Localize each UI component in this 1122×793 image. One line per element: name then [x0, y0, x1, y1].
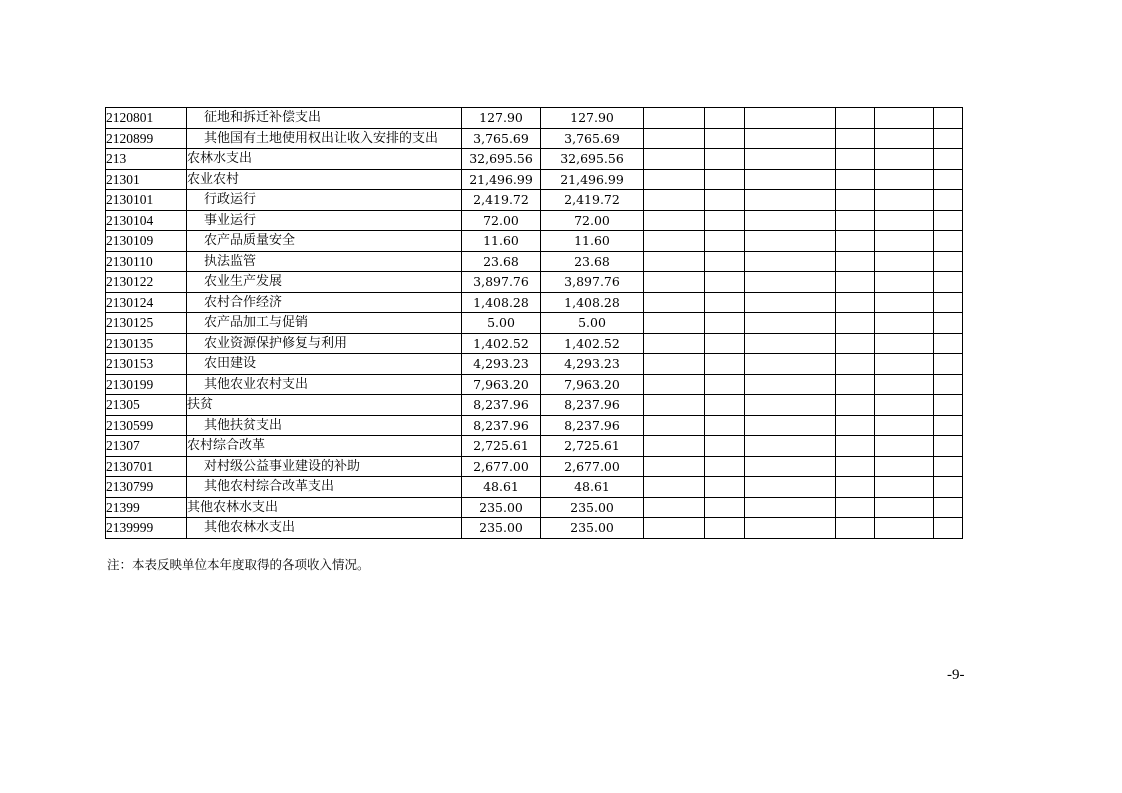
- total-amount-cell: 235.00: [462, 497, 541, 518]
- table-row: [106, 518, 963, 539]
- account-name-cell: 其他国有土地使用权出让收入安排的支出: [187, 128, 462, 149]
- empty-cell: [705, 149, 745, 170]
- total-amount-cell: 48.61: [462, 477, 541, 498]
- account-name-cell: 其他农业农村支出: [187, 374, 462, 395]
- account-name-cell: 农林水支出: [187, 149, 462, 170]
- empty-cell: [875, 518, 934, 539]
- empty-cell: [705, 313, 745, 334]
- empty-cell: [934, 395, 963, 416]
- account-name-cell: 对村级公益事业建设的补助: [187, 456, 462, 477]
- empty-cell: [875, 477, 934, 498]
- empty-cell: [836, 108, 875, 129]
- empty-cell: [705, 272, 745, 293]
- fiscal-amount-cell: 7,963.20: [541, 374, 644, 395]
- empty-cell: [644, 456, 705, 477]
- empty-cell: [934, 374, 963, 395]
- empty-cell: [644, 415, 705, 436]
- account-name-cell: 其他农林水支出: [187, 497, 462, 518]
- account-name-cell: 农业农村: [187, 169, 462, 190]
- empty-cell: [644, 292, 705, 313]
- empty-cell: [934, 292, 963, 313]
- account-name-cell: 农村综合改革: [187, 436, 462, 457]
- empty-cell: [745, 169, 836, 190]
- empty-cell: [836, 354, 875, 375]
- fiscal-amount-cell: 23.68: [541, 251, 644, 272]
- table-row: [106, 251, 963, 272]
- table-row: [106, 128, 963, 149]
- account-name-cell: 农产品加工与促销: [187, 313, 462, 334]
- table-row: [106, 210, 963, 231]
- account-code-cell: 2130599: [106, 415, 187, 436]
- empty-cell: [705, 251, 745, 272]
- account-code-cell: 2130109: [106, 231, 187, 252]
- empty-cell: [644, 518, 705, 539]
- empty-cell: [745, 210, 836, 231]
- table-row: [106, 292, 963, 313]
- account-code-cell: 2130110: [106, 251, 187, 272]
- empty-cell: [705, 333, 745, 354]
- empty-cell: [745, 231, 836, 252]
- empty-cell: [745, 149, 836, 170]
- empty-cell: [745, 251, 836, 272]
- empty-cell: [836, 313, 875, 334]
- fiscal-amount-cell: 235.00: [541, 518, 644, 539]
- total-amount-cell: 32,695.56: [462, 149, 541, 170]
- empty-cell: [745, 128, 836, 149]
- empty-cell: [644, 354, 705, 375]
- account-code-cell: 2139999: [106, 518, 187, 539]
- empty-cell: [705, 415, 745, 436]
- empty-cell: [836, 415, 875, 436]
- fiscal-amount-cell: 2,725.61: [541, 436, 644, 457]
- account-name-cell: 事业运行: [187, 210, 462, 231]
- account-name-cell: 其他农村综合改革支出: [187, 477, 462, 498]
- account-name-cell: 农村合作经济: [187, 292, 462, 313]
- empty-cell: [745, 518, 836, 539]
- empty-cell: [836, 190, 875, 211]
- total-amount-cell: 2,725.61: [462, 436, 541, 457]
- empty-cell: [745, 415, 836, 436]
- empty-cell: [644, 436, 705, 457]
- fiscal-amount-cell: 72.00: [541, 210, 644, 231]
- table-row: [106, 395, 963, 416]
- empty-cell: [875, 374, 934, 395]
- total-amount-cell: 3,897.76: [462, 272, 541, 293]
- empty-cell: [705, 374, 745, 395]
- empty-cell: [836, 292, 875, 313]
- account-code-cell: 2130135: [106, 333, 187, 354]
- total-amount-cell: 11.60: [462, 231, 541, 252]
- fiscal-amount-cell: 4,293.23: [541, 354, 644, 375]
- empty-cell: [644, 374, 705, 395]
- empty-cell: [875, 415, 934, 436]
- empty-cell: [934, 518, 963, 539]
- total-amount-cell: 21,496.99: [462, 169, 541, 190]
- total-amount-cell: 23.68: [462, 251, 541, 272]
- table-row: [106, 415, 963, 436]
- account-code-cell: 2130122: [106, 272, 187, 293]
- account-code-cell: 2130125: [106, 313, 187, 334]
- empty-cell: [705, 210, 745, 231]
- empty-cell: [836, 169, 875, 190]
- fiscal-amount-cell: 1,408.28: [541, 292, 644, 313]
- empty-cell: [705, 518, 745, 539]
- empty-cell: [836, 497, 875, 518]
- table-row: [106, 333, 963, 354]
- account-code-cell: 2130701: [106, 456, 187, 477]
- empty-cell: [705, 128, 745, 149]
- fiscal-amount-cell: 8,237.96: [541, 395, 644, 416]
- account-name-cell: 执法监管: [187, 251, 462, 272]
- empty-cell: [644, 395, 705, 416]
- empty-cell: [875, 333, 934, 354]
- fiscal-amount-cell: 235.00: [541, 497, 644, 518]
- empty-cell: [644, 313, 705, 334]
- empty-cell: [745, 477, 836, 498]
- total-amount-cell: 72.00: [462, 210, 541, 231]
- empty-cell: [934, 190, 963, 211]
- empty-cell: [875, 436, 934, 457]
- table-row: [106, 272, 963, 293]
- empty-cell: [705, 108, 745, 129]
- empty-cell: [705, 436, 745, 457]
- account-name-cell: 农业生产发展: [187, 272, 462, 293]
- fiscal-amount-cell: 3,765.69: [541, 128, 644, 149]
- empty-cell: [875, 354, 934, 375]
- table-row: [106, 313, 963, 334]
- empty-cell: [875, 210, 934, 231]
- empty-cell: [934, 169, 963, 190]
- table-row: [106, 497, 963, 518]
- empty-cell: [745, 333, 836, 354]
- total-amount-cell: 7,963.20: [462, 374, 541, 395]
- total-amount-cell: 1,408.28: [462, 292, 541, 313]
- fiscal-amount-cell: 2,677.00: [541, 456, 644, 477]
- empty-cell: [705, 190, 745, 211]
- empty-cell: [934, 149, 963, 170]
- empty-cell: [644, 128, 705, 149]
- empty-cell: [875, 251, 934, 272]
- empty-cell: [875, 395, 934, 416]
- empty-cell: [644, 169, 705, 190]
- empty-cell: [644, 497, 705, 518]
- account-name-cell: 农产品质量安全: [187, 231, 462, 252]
- empty-cell: [705, 292, 745, 313]
- budget-table: [105, 107, 963, 539]
- empty-cell: [745, 354, 836, 375]
- empty-cell: [836, 518, 875, 539]
- empty-cell: [934, 477, 963, 498]
- empty-cell: [745, 313, 836, 334]
- account-name-cell: 其他扶贫支出: [187, 415, 462, 436]
- empty-cell: [705, 395, 745, 416]
- table-body: [106, 108, 963, 539]
- table-row: [106, 354, 963, 375]
- empty-cell: [934, 415, 963, 436]
- empty-cell: [745, 395, 836, 416]
- total-amount-cell: 2,677.00: [462, 456, 541, 477]
- empty-cell: [705, 354, 745, 375]
- empty-cell: [934, 497, 963, 518]
- empty-cell: [836, 436, 875, 457]
- empty-cell: [934, 354, 963, 375]
- empty-cell: [836, 395, 875, 416]
- empty-cell: [644, 333, 705, 354]
- empty-cell: [934, 333, 963, 354]
- empty-cell: [745, 272, 836, 293]
- table-row: [106, 436, 963, 457]
- empty-cell: [745, 292, 836, 313]
- empty-cell: [934, 210, 963, 231]
- account-code-cell: 2120899: [106, 128, 187, 149]
- empty-cell: [836, 251, 875, 272]
- empty-cell: [875, 231, 934, 252]
- total-amount-cell: 4,293.23: [462, 354, 541, 375]
- fiscal-amount-cell: 11.60: [541, 231, 644, 252]
- total-amount-cell: 3,765.69: [462, 128, 541, 149]
- empty-cell: [836, 477, 875, 498]
- empty-cell: [644, 149, 705, 170]
- empty-cell: [644, 231, 705, 252]
- empty-cell: [875, 128, 934, 149]
- fiscal-amount-cell: 2,419.72: [541, 190, 644, 211]
- total-amount-cell: 2,419.72: [462, 190, 541, 211]
- account-code-cell: 2130101: [106, 190, 187, 211]
- account-code-cell: 2130153: [106, 354, 187, 375]
- empty-cell: [705, 497, 745, 518]
- fiscal-amount-cell: 127.90: [541, 108, 644, 129]
- account-code-cell: 2130124: [106, 292, 187, 313]
- account-code-cell: 2130199: [106, 374, 187, 395]
- empty-cell: [875, 456, 934, 477]
- fiscal-amount-cell: 8,237.96: [541, 415, 644, 436]
- fiscal-amount-cell: 1,402.52: [541, 333, 644, 354]
- empty-cell: [836, 333, 875, 354]
- total-amount-cell: 5.00: [462, 313, 541, 334]
- empty-cell: [836, 456, 875, 477]
- total-amount-cell: 8,237.96: [462, 395, 541, 416]
- empty-cell: [875, 272, 934, 293]
- empty-cell: [836, 210, 875, 231]
- fiscal-amount-cell: 3,897.76: [541, 272, 644, 293]
- empty-cell: [875, 149, 934, 170]
- empty-cell: [745, 436, 836, 457]
- account-code-cell: 21301: [106, 169, 187, 190]
- table-row: [106, 149, 963, 170]
- empty-cell: [644, 190, 705, 211]
- table-row: [106, 477, 963, 498]
- empty-cell: [875, 292, 934, 313]
- account-code-cell: 2130104: [106, 210, 187, 231]
- account-name-cell: 扶贫: [187, 395, 462, 416]
- empty-cell: [644, 272, 705, 293]
- page-number: -9-: [947, 667, 965, 683]
- fiscal-amount-cell: 5.00: [541, 313, 644, 334]
- empty-cell: [836, 272, 875, 293]
- empty-cell: [836, 374, 875, 395]
- empty-cell: [705, 477, 745, 498]
- account-code-cell: 2130799: [106, 477, 187, 498]
- empty-cell: [875, 108, 934, 129]
- empty-cell: [644, 108, 705, 129]
- total-amount-cell: 1,402.52: [462, 333, 541, 354]
- account-code-cell: 21307: [106, 436, 187, 457]
- table-row: [106, 231, 963, 252]
- empty-cell: [705, 231, 745, 252]
- account-name-cell: 行政运行: [187, 190, 462, 211]
- table-row: [106, 108, 963, 129]
- total-amount-cell: 8,237.96: [462, 415, 541, 436]
- empty-cell: [745, 108, 836, 129]
- empty-cell: [934, 272, 963, 293]
- empty-cell: [934, 436, 963, 457]
- empty-cell: [934, 456, 963, 477]
- table-row: [106, 169, 963, 190]
- empty-cell: [745, 190, 836, 211]
- empty-cell: [836, 128, 875, 149]
- account-name-cell: 农田建设: [187, 354, 462, 375]
- table-row: [106, 190, 963, 211]
- empty-cell: [745, 374, 836, 395]
- account-name-cell: 其他农林水支出: [187, 518, 462, 539]
- empty-cell: [875, 190, 934, 211]
- total-amount-cell: 235.00: [462, 518, 541, 539]
- table-row: [106, 456, 963, 477]
- account-name-cell: 征地和拆迁补偿支出: [187, 108, 462, 129]
- empty-cell: [705, 456, 745, 477]
- empty-cell: [875, 169, 934, 190]
- empty-cell: [644, 251, 705, 272]
- empty-cell: [644, 477, 705, 498]
- total-amount-cell: 127.90: [462, 108, 541, 129]
- account-code-cell: 21399: [106, 497, 187, 518]
- empty-cell: [875, 313, 934, 334]
- account-code-cell: 2120801: [106, 108, 187, 129]
- account-code-cell: 213: [106, 149, 187, 170]
- fiscal-amount-cell: 21,496.99: [541, 169, 644, 190]
- empty-cell: [836, 149, 875, 170]
- empty-cell: [934, 108, 963, 129]
- empty-cell: [836, 231, 875, 252]
- account-name-cell: 农业资源保护修复与利用: [187, 333, 462, 354]
- empty-cell: [934, 313, 963, 334]
- empty-cell: [705, 169, 745, 190]
- empty-cell: [875, 497, 934, 518]
- empty-cell: [934, 251, 963, 272]
- fiscal-amount-cell: 48.61: [541, 477, 644, 498]
- fiscal-amount-cell: 32,695.56: [541, 149, 644, 170]
- empty-cell: [934, 231, 963, 252]
- empty-cell: [644, 210, 705, 231]
- empty-cell: [745, 456, 836, 477]
- account-code-cell: 21305: [106, 395, 187, 416]
- empty-cell: [934, 128, 963, 149]
- empty-cell: [745, 497, 836, 518]
- table-note: 注：本表反映单位本年度取得的各项收入情况。: [107, 557, 370, 572]
- table-row: [106, 374, 963, 395]
